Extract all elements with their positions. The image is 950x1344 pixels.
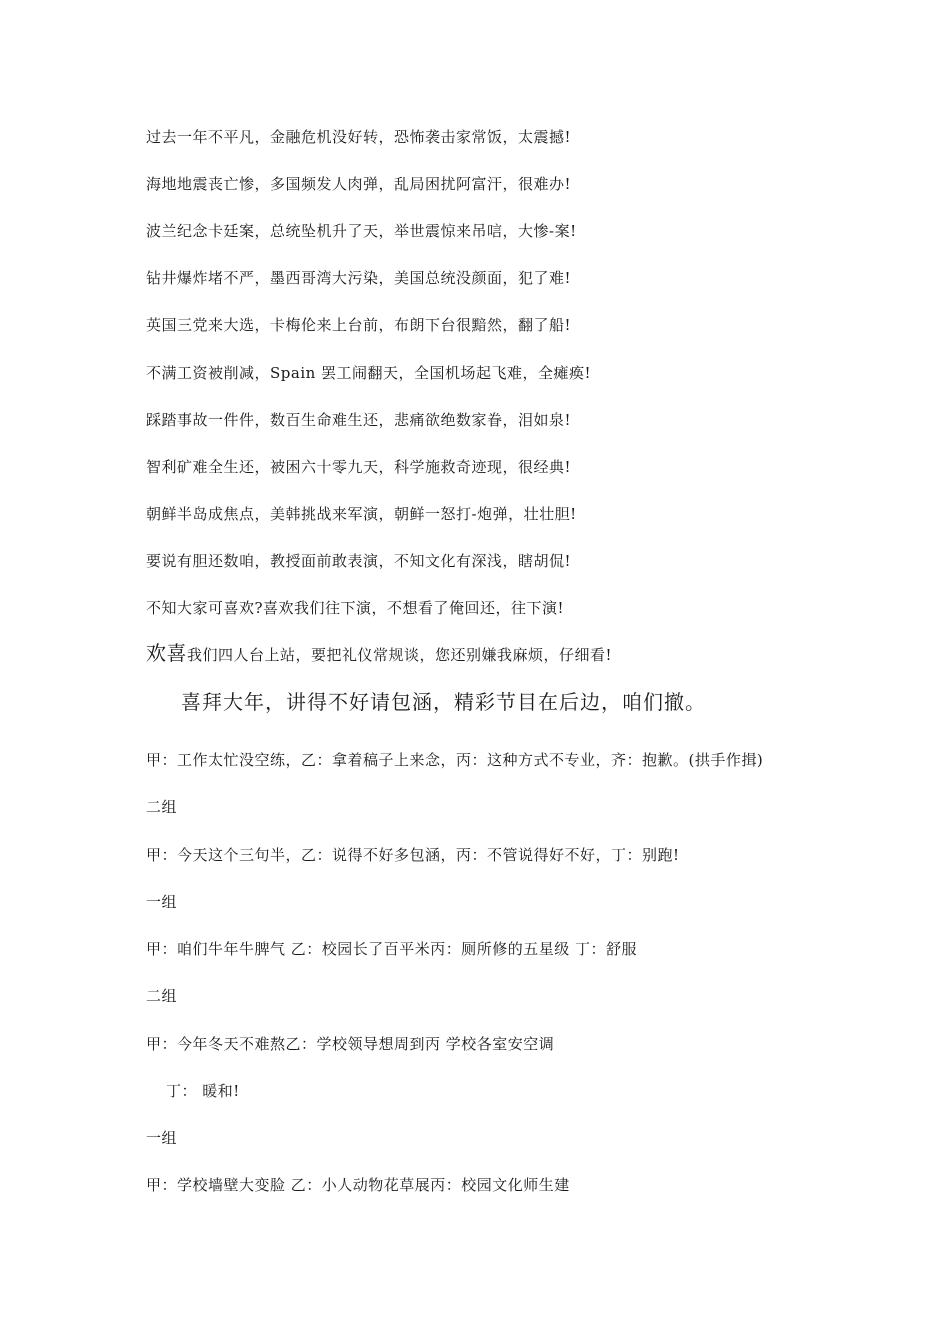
verse-line-8: 智利矿难全生还，被困六十零九天，科学施救奇迹现，很经典! <box>146 458 572 476</box>
verse-line-11: 不知大家可喜欢?喜欢我们往下演，不想看了俺回还，往下演! <box>146 599 565 617</box>
verse-line-5: 英国三党来大选，卡梅伦来上台前，布朗下台很黯然，翻了船! <box>146 316 572 334</box>
dialogue-line-3: 甲：咱们牛年牛脾气 乙：校园长了百平米丙：厕所修的五星级 丁：舒服 <box>146 940 638 958</box>
group-label-4: 一组 <box>146 1129 178 1147</box>
group-label-3: 二组 <box>146 987 178 1005</box>
heading-line: 喜拜大年，讲得不好请包涵，精彩节目在后边，咱们撤。 <box>181 690 706 714</box>
greeting-rest: 我们四人台上站，要把礼仪常规谈，您还别嫌我麻烦，仔细看! <box>187 646 613 664</box>
dialogue-line-5: 丁： 暖和! <box>166 1082 240 1100</box>
greeting-lead: 欢喜 <box>146 641 187 665</box>
dialogue-line-6: 甲：学校墙壁大变脸 乙：小人动物花草展丙：校园文化师生建 <box>146 1176 570 1194</box>
verse-line-1: 过去一年不平凡，金融危机没好转，恐怖袭击家常饭，太震撼! <box>146 128 572 146</box>
dialogue-line-2: 甲：今天这个三句半，乙：说得不好多包涵，丙：不管说得好不好，丁：别跑! <box>146 846 680 864</box>
verse-line-3: 波兰纪念卡廷案，总统坠机升了天，举世震惊来吊唁，大惨-案! <box>146 222 577 240</box>
verse-line-7: 踩踏事故一件件，数百生命难生还，悲痛欲绝数家眷，泪如泉! <box>146 411 572 429</box>
verse-line-2: 海地地震丧亡惨，多国频发人肉弹，乱局困扰阿富汗，很难办! <box>146 175 572 193</box>
verse-line-6: 不满工资被削减，Spain 罢工闹翻天，全国机场起飞难，全瘫痪! <box>146 364 592 382</box>
greeting-line <box>146 643 612 665</box>
verse-line-4: 钻井爆炸堵不严，墨西哥湾大污染，美国总统没颜面，犯了难! <box>146 269 572 287</box>
dialogue-line-4: 甲：今年冬天不难熬乙：学校领导想周到丙 学校各室安空调 <box>146 1035 555 1053</box>
dialogue-line-1: 甲：工作太忙没空练，乙：拿着稿子上来念，丙：这种方式不专业，齐：抱歉。(拱手作揖) <box>146 751 764 769</box>
group-label-1: 二组 <box>146 798 178 816</box>
verse-line-10: 要说有胆还数咱，教授面前敢表演，不知文化有深浅，瞎胡侃! <box>146 552 572 570</box>
verse-line-9: 朝鲜半岛成焦点，美韩挑战来军演，朝鲜一怒打-炮弹，壮壮胆! <box>146 505 577 523</box>
group-label-2: 一组 <box>146 893 178 911</box>
